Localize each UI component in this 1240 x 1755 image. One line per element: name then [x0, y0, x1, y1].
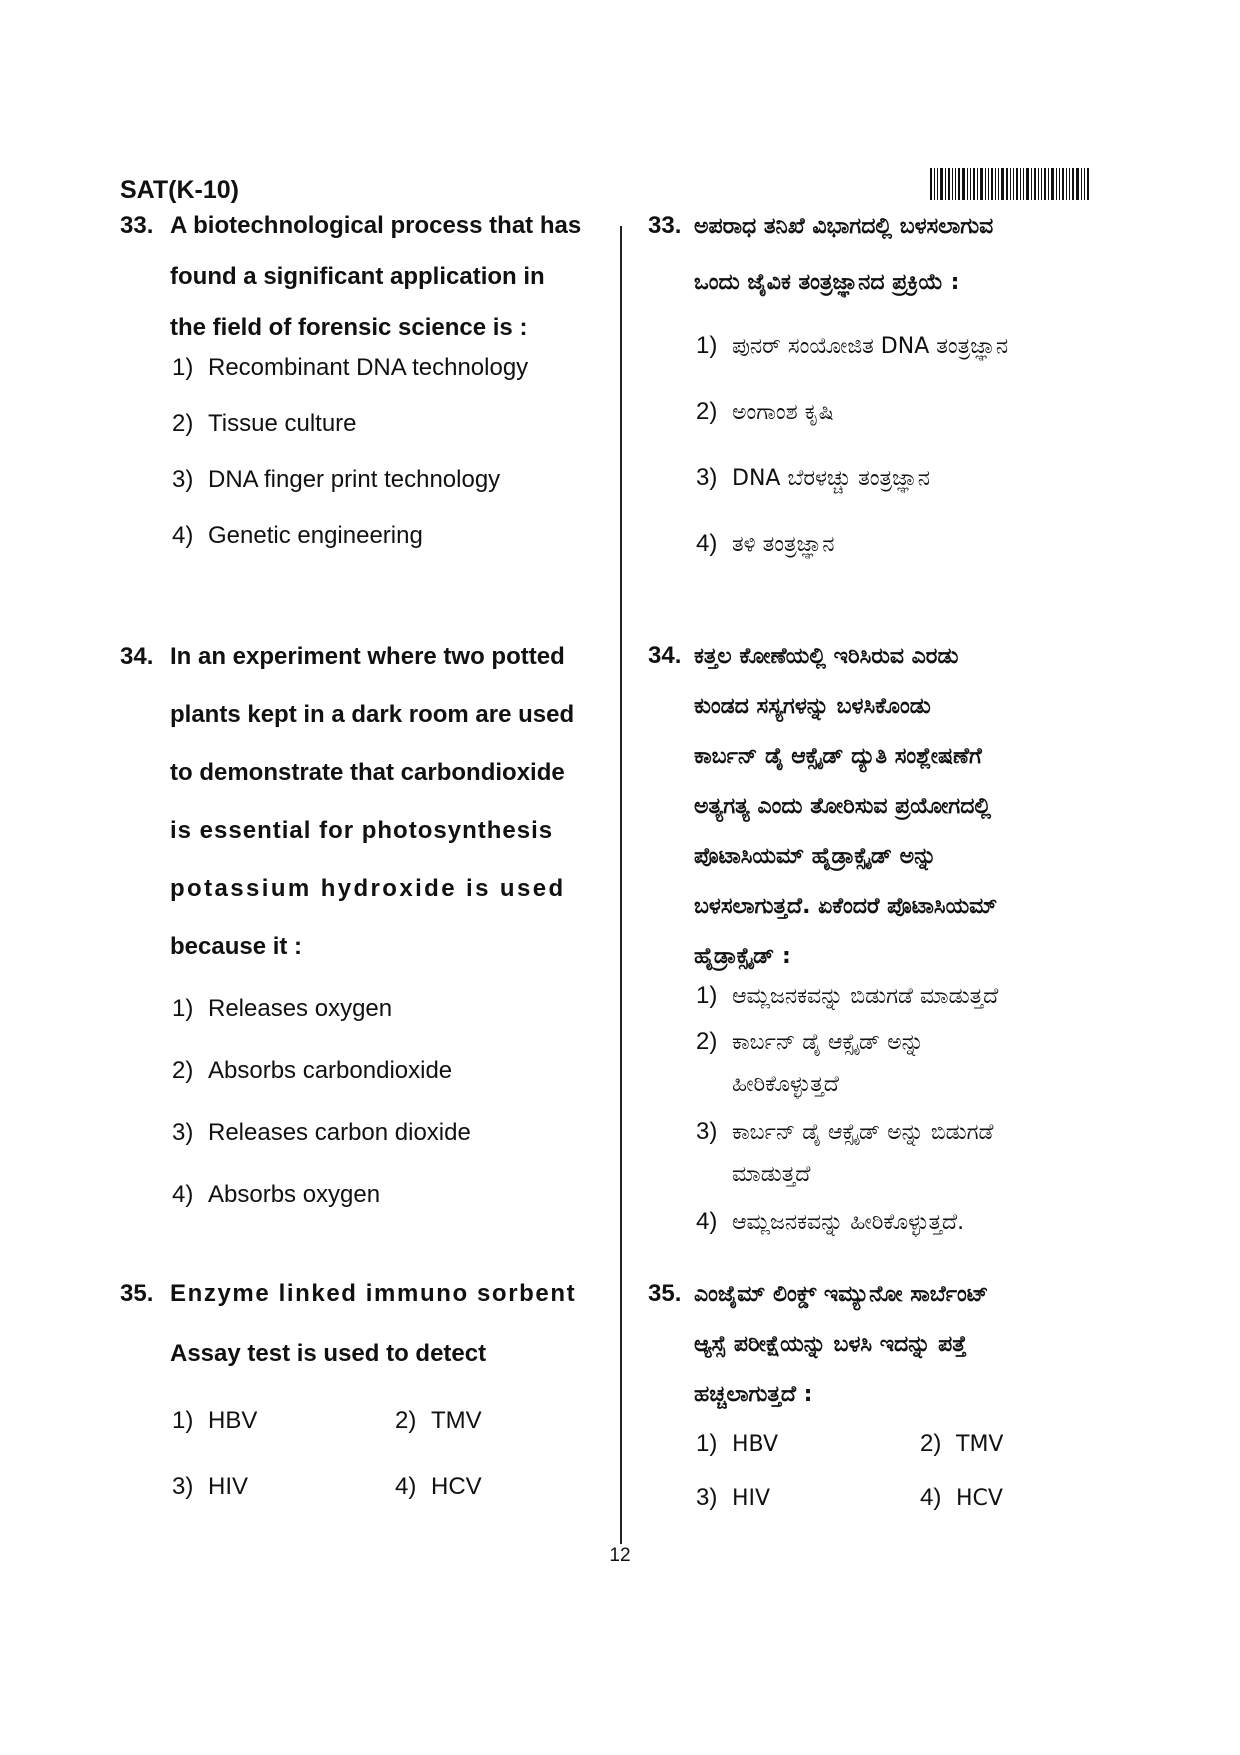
option-number: 3): [172, 466, 194, 493]
barcode-stripe: [948, 168, 950, 200]
option-number: 3): [172, 1473, 194, 1500]
page-number: 12: [609, 1545, 631, 1566]
option: [172, 995, 392, 1023]
barcode-stripe: [995, 168, 996, 200]
question-number: 35.: [120, 1280, 154, 1307]
option-text: Releases carbon dioxide: [208, 1119, 471, 1146]
barcode-stripe: [1081, 168, 1082, 200]
barcode-stripe: [1056, 168, 1057, 200]
option-text: DNA ಬೆರಳಚ್ಚು ತಂತ್ರಜ್ಞಾನ: [732, 466, 930, 491]
question-number: 34.: [648, 642, 682, 669]
question-line: to demonstrate that carbondioxide: [170, 759, 565, 786]
option: [172, 1057, 452, 1085]
barcode-stripe: [977, 168, 978, 200]
option: [920, 1484, 1003, 1512]
option-text: HCV: [431, 1473, 482, 1500]
option-number: 3): [172, 1119, 194, 1146]
barcode-stripe: [1026, 168, 1029, 200]
barcode-stripe: [1010, 168, 1011, 200]
barcode-stripe: [955, 168, 956, 200]
option-number: 1): [696, 982, 718, 1009]
question-line: A biotechnological process that has: [170, 212, 582, 239]
option: [395, 1407, 482, 1435]
option: [172, 354, 528, 382]
option: [696, 1118, 993, 1146]
option: [172, 1473, 248, 1501]
question-line: ಕಾರ್ಬನ್ ಡೈ ಆಕ್ಸೈಡ್ ದ್ಯುತಿ ಸಂಶ್ಲೇಷಣೆಗೆ: [694, 744, 982, 769]
option: [172, 1181, 380, 1209]
option-number: 2): [696, 398, 718, 425]
option: [696, 398, 834, 426]
option: [172, 410, 357, 438]
barcode-stripe: [1038, 168, 1039, 200]
barcode-stripe: [998, 168, 999, 200]
question-line: potassium hydroxide is used: [170, 875, 566, 902]
question-line: Assay test is used to detect: [170, 1340, 487, 1367]
option-number: 1): [696, 332, 718, 359]
option: [395, 1473, 482, 1501]
option-text: ತಳಿ ತಂತ್ರಜ್ಞಾನ: [732, 532, 835, 557]
question-line: ಅಪರಾಧ ತನಿಖೆ ವಿಭಾಗದಲ್ಲಿ ಬಳಸಲಾಗುವ: [694, 214, 994, 239]
question-line: ಪೊಟಾಸಿಯಮ್ ಹೈಡ್ರಾಕ್ಸೈಡ್ ಅನ್ನು: [694, 844, 937, 869]
option-number: 2): [395, 1407, 417, 1434]
question-line: ಆ್ಯಸ್ಸೆ ಪರೀಕ್ಷೆಯನ್ನು ಬಳಸಿ ಇದನ್ನು ಪತ್ತೆ: [694, 1332, 967, 1357]
option-text: Releases oxygen: [208, 995, 393, 1022]
option-text: Absorbs carbondioxide: [208, 1057, 453, 1084]
column-divider: [620, 226, 622, 1544]
question-line: the field of forensic science is :: [170, 314, 528, 341]
option-text: TMV: [956, 1432, 1004, 1457]
barcode-stripe: [937, 168, 938, 200]
option-text: HBV: [208, 1407, 258, 1434]
barcode-stripe: [1031, 168, 1032, 200]
option-text: ಆಮ್ಲಜನಕವನ್ನು ಬಿಡುಗಡೆ ಮಾಡುತ್ತದೆ: [732, 984, 999, 1009]
question-line: ಕುಂಡದ ಸಸ್ಯಗಳನ್ನು ಬಳಸಿಕೊಂಡು: [694, 694, 931, 719]
barcode-stripe: [945, 168, 946, 200]
option: [172, 1119, 471, 1147]
barcode-stripe: [952, 168, 953, 200]
question-line: ಹಚ್ಚಲಾಗುತ್ತದೆ :: [694, 1382, 813, 1407]
barcode-stripe: [980, 168, 983, 200]
option-text: ಅಂಗಾಂಶ ಕೃಷಿ: [732, 400, 834, 425]
barcode-stripe: [1016, 168, 1018, 200]
option: [696, 1430, 778, 1458]
barcode-stripe: [934, 168, 935, 200]
option-text: HCV: [956, 1486, 1003, 1511]
barcode-stripe: [973, 168, 975, 200]
question-number: 34.: [120, 643, 154, 670]
option-continuation: ಹೀರಿಕೊಳ್ಳುತ್ತದೆ: [732, 1072, 839, 1097]
question-number: 33.: [648, 212, 682, 239]
option-number: 2): [920, 1430, 942, 1457]
option-text: DNA finger print technology: [208, 466, 501, 493]
question-line: ಬಳಸಲಾಗುತ್ತದೆ. ಏಕೆಂದರೆ ಪೊಟಾಸಿಯಮ್: [694, 894, 998, 919]
barcode-stripe: [1076, 168, 1079, 200]
option-text: HIV: [732, 1486, 771, 1511]
option-number: 2): [172, 410, 194, 437]
barcode-stripe: [1001, 168, 1004, 200]
barcode-stripe: [1062, 168, 1064, 200]
option-number: 4): [172, 522, 194, 549]
barcode: [930, 168, 1120, 200]
option: [696, 530, 834, 558]
barcode-stripe: [988, 168, 989, 200]
question-line: ಅತ್ಯಗತ್ಯ ಎಂದು ತೋರಿಸುವ ಪ್ರಯೋಗದಲ್ಲಿ: [694, 794, 992, 819]
option-text: HIV: [208, 1473, 249, 1500]
option-text: ಪುನರ್ ಸಂಯೋಜಿತ DNA ತಂತ್ರಜ್ಞಾನ: [732, 334, 1009, 359]
option: [696, 332, 1008, 360]
question-line: found a significant application in: [170, 263, 545, 290]
question-line: because it :: [170, 933, 303, 960]
barcode-stripe: [1051, 168, 1054, 200]
option-text: Absorbs oxygen: [208, 1181, 381, 1208]
barcode-stripe: [1069, 168, 1070, 200]
barcode-stripe: [1034, 168, 1036, 200]
option: [696, 1484, 770, 1512]
option-text: Tissue culture: [208, 410, 357, 437]
option: [920, 1430, 1003, 1458]
barcode-stripe: [970, 168, 971, 200]
barcode-stripe: [1048, 168, 1049, 200]
option-number: 1): [172, 354, 194, 381]
option-number: 4): [920, 1484, 942, 1511]
barcode-stripe: [1020, 168, 1021, 200]
question-line: ಕತ್ತಲ ಕೋಣೆಯಲ್ಲಿ ಇರಿಸಿರುವ ಎರಡು: [694, 644, 959, 669]
question-line: In an experiment where two potted: [170, 643, 565, 670]
option: [696, 1028, 924, 1056]
option-number: 1): [696, 1430, 718, 1457]
barcode-stripe: [958, 168, 960, 200]
option-continuation: ಮಾಡುತ್ತದೆ: [732, 1162, 811, 1187]
barcode-stripe: [1087, 168, 1089, 200]
option: [696, 464, 930, 492]
barcode-stripe: [1023, 168, 1024, 200]
barcode-stripe: [940, 168, 943, 200]
barcode-stripe: [1084, 168, 1085, 200]
barcode-stripe: [962, 168, 965, 200]
question-line: ಎಂಜೈಮ್ ಲಿಂಕ್ಡ್ ಇಮ್ಯುನೋ ಸಾರ್ಬೆಂಟ್: [694, 1282, 989, 1307]
question-line: plants kept in a dark room are used: [170, 701, 575, 728]
barcode-stripe: [985, 168, 986, 200]
option-text: Genetic engineering: [208, 522, 423, 549]
option-number: 2): [172, 1057, 194, 1084]
option-number: 4): [172, 1181, 194, 1208]
barcode-stripe: [1013, 168, 1014, 200]
option: [696, 982, 998, 1010]
option-number: 4): [395, 1473, 417, 1500]
option-text: TMV: [431, 1407, 482, 1434]
option-text: ಕಾರ್ಬನ್ ಡೈ ಆಕ್ಸೈಡ್ ಅನ್ನು: [732, 1030, 924, 1055]
option: [172, 1407, 257, 1435]
option: [172, 466, 500, 494]
barcode-stripe: [967, 168, 968, 200]
option-text: ಕಾರ್ಬನ್ ಡೈ ಆಕ್ಸೈಡ್ ಅನ್ನು ಬಿಡುಗಡೆ: [732, 1120, 994, 1145]
question-number: 33.: [120, 212, 154, 239]
exam-code: SAT(K-10): [120, 176, 239, 204]
option-number: 2): [696, 1028, 718, 1055]
barcode-stripe: [1066, 168, 1067, 200]
barcode-stripe: [1006, 168, 1008, 200]
barcode-stripe: [991, 168, 993, 200]
question-line: Enzyme linked immuno sorbent: [170, 1280, 577, 1307]
barcode-stripe: [1041, 168, 1042, 200]
option-number: 1): [172, 1407, 194, 1434]
option-number: 3): [696, 1484, 718, 1511]
option: [172, 522, 423, 550]
question-line: ಹೈಡ್ರಾಕ್ಸೈಡ್ :: [694, 944, 791, 969]
barcode-stripe: [1059, 168, 1060, 200]
barcode-stripe: [1072, 168, 1074, 200]
option-number: 3): [696, 464, 718, 491]
question-number: 35.: [648, 1280, 682, 1307]
option-text: ಆಮ್ಲಜನಕವನ್ನು ಹೀರಿಕೊಳ್ಳುತ್ತದೆ.: [732, 1210, 965, 1235]
option-number: 1): [172, 995, 194, 1022]
barcode-stripe: [1044, 168, 1046, 200]
question-line: ಒಂದು ಜೈವಿಕ ತಂತ್ರಜ್ಞಾನದ ಪ್ರಕ್ರಿಯೆ :: [694, 270, 960, 295]
question-line: is essential for photosynthesis: [170, 817, 554, 844]
option-number: 3): [696, 1118, 718, 1145]
option-text: Recombinant DNA technology: [208, 354, 529, 381]
option-text: HBV: [732, 1432, 779, 1457]
option-number: 4): [696, 530, 718, 557]
barcode-stripe: [930, 168, 932, 200]
option-number: 4): [696, 1208, 718, 1235]
option: [696, 1208, 964, 1236]
